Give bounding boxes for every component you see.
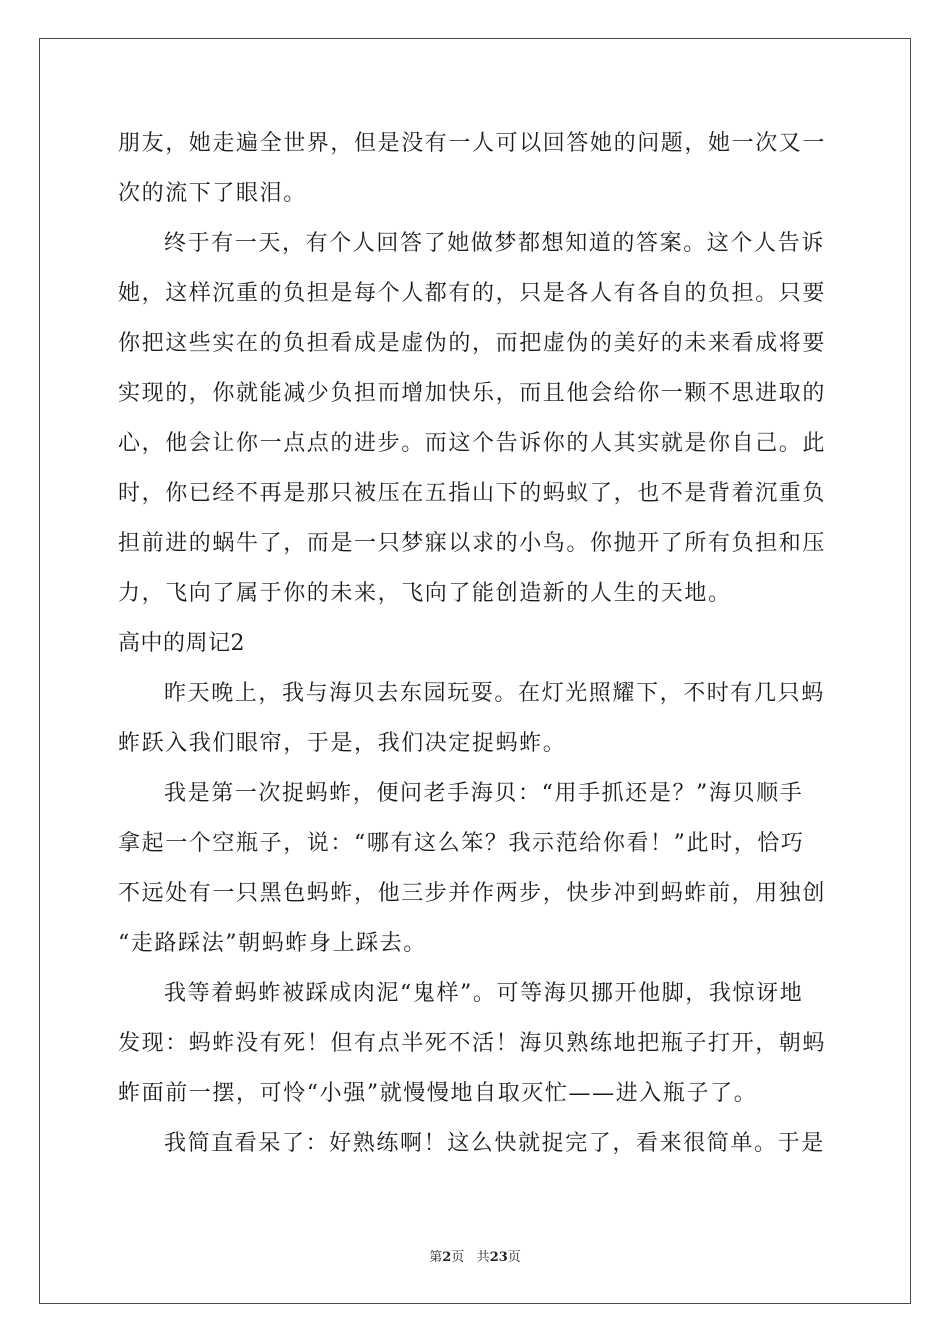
page-footer	[0, 1246, 950, 1265]
text-line: 她，这样沉重的负担是每个人都有的，只是各人有各自的负担。只要	[118, 281, 827, 306]
paragraph-start-line: 昨天晚上，我与海贝去东园玩耍。在灯光照耀下，不时有几只蚂	[164, 681, 825, 706]
text-line: 不远处有一只黑色蚂蚱，他三步并作两步，快步冲到蚂蚱前，用独创	[118, 881, 827, 906]
text-line: 心，他会让你一点点的进步。而这个告诉你的人其实就是你自己。此	[118, 431, 827, 456]
text-line: 拿起一个空瓶子，说：“哪有这么笨？我示范给你看！”此时，恰巧	[118, 831, 805, 856]
paragraph-start-line: 终于有一天，有个人回答了她做梦都想知道的答案。这个人告诉	[164, 231, 825, 256]
document-body	[118, 119, 832, 1169]
total-prefix: 共	[476, 1250, 490, 1265]
text-line: 实现的，你就能减少负担而增加快乐，而且他会给你一颗不思进取的	[118, 381, 827, 406]
text-line: 你把这些实在的负担看成是虚伪的，而把虚伪的美好的未来看成将要	[118, 331, 827, 356]
page-unit: 页	[451, 1250, 465, 1265]
text-line: 蚱跃入我们眼帘，于是，我们决定捉蚂蚱。	[118, 731, 567, 756]
page-prefix: 第	[429, 1250, 443, 1265]
text-line: 发现：蚂蚱没有死！但有点半死不活！海贝熟练地把瓶子打开，朝蚂	[118, 1031, 827, 1056]
paragraph-start-line: 我是第一次捉蚂蚱，便问老手海贝：“用手抓还是？”海贝顺手	[164, 781, 804, 806]
total-unit: 页	[507, 1250, 521, 1265]
section-heading: 高中的周记2	[118, 631, 245, 656]
page-number: 2	[442, 1250, 452, 1265]
text-line: 担前进的蜗牛了，而是一只梦寐以求的小鸟。你抛开了所有负担和压	[118, 531, 827, 556]
text-line: 蚱面前一摆，可怜“小强”就慢慢地自取灭忙——进入瓶子了。	[118, 1081, 758, 1106]
paragraph-start-line: 我简直看呆了：好熟练啊！这么快就捉完了，看来很简单。于是	[164, 1131, 825, 1156]
text-line: 力，飞向了属于你的未来，飞向了能创造新的人生的天地。	[118, 581, 732, 606]
text-line: “走路踩法”朝蚂蚱身上踩去。	[118, 931, 427, 956]
text-line: 朋友，她走遍全世界，但是没有一人可以回答她的问题，她一次又一	[118, 131, 827, 156]
text-line: 时，你已经不再是那只被压在五指山下的蚂蚁了，也不是背着沉重负	[118, 481, 827, 506]
paragraph-start-line: 我等着蚂蚱被踩成肉泥“鬼样”。可等海贝挪开他脚，我惊讶地	[164, 981, 804, 1006]
text-line: 次的流下了眼泪。	[118, 181, 307, 206]
total-pages: 23	[489, 1250, 508, 1265]
